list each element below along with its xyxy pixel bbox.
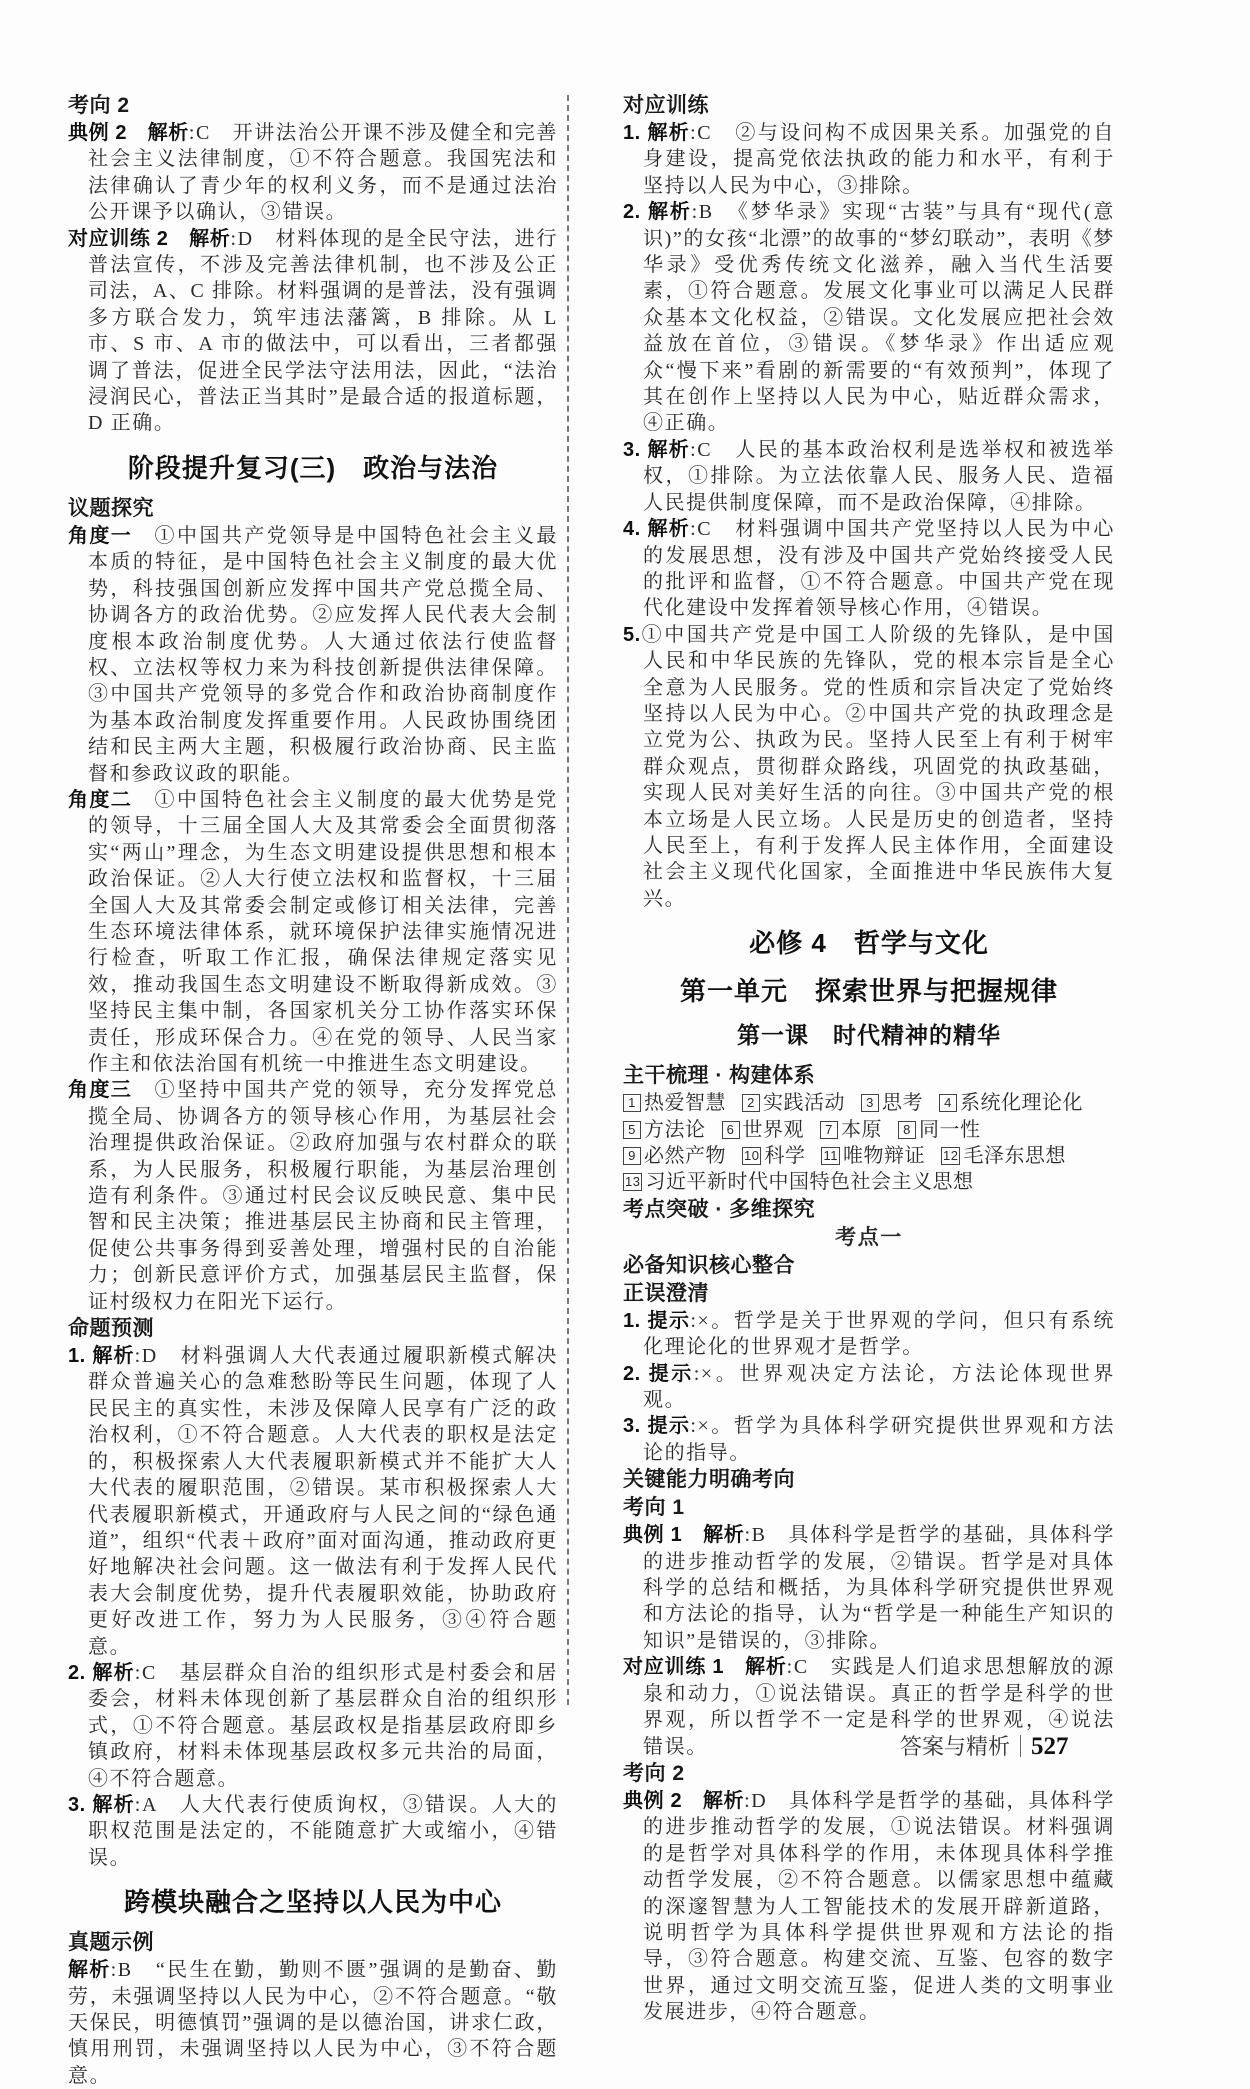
section-heading: 考向 1 [623,1496,685,1520]
outline-term [742,1090,845,1116]
section-heading: 关键能力明确考向 [623,1468,795,1492]
answer-label: 角度三 [68,1079,133,1102]
outline-term [623,1169,973,1195]
answer-text: ①中国特色社会主义制度的最大优势是党的领导，十三届全国人大及其常委会全面贯彻落实“两山”理念，为生态文明建设提供思想和根本政治保证。②人大行使立法权和监督权，十三届全国人大及其常委会制定或修订相关法律，完善生态环境法律体系，就环境保护法律实施情况进行检查，听取工作汇报，确保法律规定落实见效，推动我国生态文明建设不断取得新成效。③坚持民主集中制，各国家机关分工协作落实环保责任，形成环保合力。④在党的领导、人民当家作主和依法治国有机统一中推进生态文明建设。 [88,788,559,1075]
outline-term [623,1117,706,1143]
term-number-box: 3 [861,1094,879,1112]
section-title: 阶段提升复习(三) 政治与法治 [127,452,499,483]
answer-text: :A 人大代表行使质询权，③错误。人大的职权范围是法定的，不能随意扩大或缩小，④错误。 [88,1793,558,1869]
outline-term [820,1117,882,1143]
answer-label: 1. 解析 [68,1345,135,1368]
term-number-box: 9 [623,1147,641,1165]
lesson-title: 第一课 时代精神的精华 [737,1022,1001,1049]
term-text: 唯物辩证 [842,1145,925,1167]
term-number-box: 12 [942,1148,959,1163]
left-column [68,92,558,2089]
answer-text: :D 具体科学是哲学的基础，具体科学的进步推动哲学的发展，①说法错误。材料强调的是哲学对具体科学的作用，未体现具体科学推动哲学发展，②不符合题意。以儒家思想中蕴藏的深邃智慧为人工智能技术的发展开辟新道路，说明哲学为具体科学提供世界观和方法论的指导，③符合题意。构建交流、互鉴、包容的数字世界，通过文明交流互鉴，促进人类的文明事业发展进步，④符合题意。 [643,1789,1115,2024]
section-heading: 对应训练 [623,94,709,117]
term-text: 世界观 [742,1118,804,1141]
answer-item [623,622,1115,912]
answer-item [623,1788,1115,2026]
outline-term [623,1090,726,1116]
section-heading: 真题示例 [68,1931,154,1955]
outline-term [898,1117,981,1143]
outline-term [939,1090,1083,1116]
term-text: 毛泽东思想 [963,1145,1066,1167]
answer-item [68,226,558,437]
answer-item [68,120,558,226]
answer-text: :C 人民的基本政治权利是选举权和被选举权，①排除。为立法依靠人民、服务人民、造福人民提供制度保障，而不是政治保障，④排除。 [643,438,1115,514]
term-text: 方法论 [644,1118,706,1141]
page-number: 527 [1031,1733,1069,1760]
section-heading: 正误澄清 [623,1281,709,1305]
section-heading: 考向 2 [68,94,130,117]
section-title: 跨模块融合之坚持以人民为中心 [123,1887,502,1918]
outline-term [941,1143,1066,1169]
answer-label: 角度二 [68,788,133,811]
page-footer [900,1730,1069,1761]
term-number-box: 11 [823,1148,838,1163]
outline-term [722,1117,805,1143]
answer-label: 解析 [68,1959,111,1982]
answer-item [623,1522,1115,1654]
answer-item [68,1660,558,1792]
answer-text: :C 开讲法治公开课不涉及健全和完善社会主义法律制度，①不符合题意。我国宪法和法律确认了青少年的权利义务，而不是通过法治公开课予以确认，③错误。 [88,122,558,224]
outline-term [623,1143,726,1169]
answer-text: :C ②与设问构不成因果关系。加强党的自身建设，提高党依法执政的能力和水平，有利于坚持以人民为中心，③排除。 [643,122,1115,197]
column-divider [567,95,569,1705]
answer-item [623,199,1115,437]
answer-label: 3. 提示 [623,1415,691,1438]
answer-item [623,1308,1115,1361]
outline-term [821,1143,925,1169]
term-text: 思考 [882,1092,923,1115]
answer-text: ①中国共产党领导是中国特色社会主义最本质的特征，是中国特色社会主义制度的最大优势，科技强国创新应发挥中国共产党总揽全局、协调各方的政治优势。②应发挥人民代表大会制度根本政治制度优势。人大通过依法行使监督权、立法权等权力来为科技创新提供法律保障。③中国共产党领导的多党合作和政治协商制度作为基本政治制度发挥重要作用。人民政协围绕团结和民主两大主题，积极履行政治协商、民主监督和参政议政的职能。 [88,524,559,785]
footer-separator [1020,1735,1021,1757]
term-text: 习近平新时代中国特色社会主义思想 [645,1171,974,1194]
answer-label: 1. 提示 [623,1309,691,1332]
answer-text: :×。世界观决定方法论，方法论体现世界观。 [643,1362,1115,1412]
section-title: 必修 4 哲学与文化 [749,928,989,959]
answer-text: :B “民生在勤，勤则不匮”强调的是勤奋、勤劳，未强调坚持以人民为中心，②不符合题意。“敬天保民，明德慎罚”强调的是以德治国，讲求仁政，慎用刑罚，未强调坚持以人民为中心，③不符合题意。 [68,1959,558,2087]
term-number-box: 2 [742,1094,760,1112]
term-number-box: 7 [820,1121,838,1139]
answer-text: :×。哲学是关于世界观的学问，但只有系统化理论化的世界观才是哲学。 [643,1309,1115,1359]
answer-item [68,1077,558,1315]
term-text: 科学 [764,1145,806,1167]
answer-text: :B 具体科学是哲学的基础，具体科学的进步推动哲学的发展，②错误。哲学是对具体科学的总结和概括，为具体科学研究提供世界观和方法论的指导，认为“哲学是一种能生产知识的知识”是错误的，③排除。 [643,1524,1115,1652]
answer-label: 1. 解析 [623,122,691,144]
answer-label: 典例 2 解析 [623,1789,745,1812]
outline-term [742,1143,805,1169]
term-text: 实践活动 [763,1092,845,1115]
answer-item [68,1792,558,1871]
term-number-box: 1 [623,1094,641,1112]
term-number-box: 5 [623,1121,641,1139]
term-text: 必然产物 [644,1145,726,1167]
term-number-box: 4 [939,1094,957,1112]
answer-text: :D 材料强调人大代表通过履职新模式解决群众普遍关心的急难愁盼等民生问题，体现了人民民主的真实性，未涉及保障人民享有广泛的政治权利，①不符合题意。人大代表的职权是法定的，积极探索人大代表履职新模式并不能扩大人大代表的履职范围，②错误。某市积极探索人大代表履职新模式，开通政府与人民之间的“绿色通道”，组织“代表＋政府”面对面沟通，推动政府更好地解决社会问题。这一做法有利于发挥人民代表大会制度优势，提升代表履职效能，协助政府更好改进工作，努力为人民服务，③④符合题意。 [88,1345,558,1658]
answer-text: :C 材料强调中国共产党坚持以人民为中心的发展思想，没有涉及中国共产党始终接受人民的批评和监督，①不符合题意。中国共产党在现代化建设中发挥着领导核心作用，④错误。 [643,518,1115,620]
answer-item [68,523,558,787]
answer-item [623,437,1115,516]
answer-label: 2. 提示 [623,1362,694,1385]
section-heading: 议题探究 [68,496,154,520]
answer-item [623,516,1115,622]
term-text: 同一性 [919,1118,981,1141]
section-heading: 考点突破 · 多维探究 [623,1197,816,1221]
answer-item [623,120,1115,199]
term-number-box: 10 [744,1148,760,1163]
answer-label: 对应训练 2 解析 [68,227,231,250]
term-number-box: 6 [722,1121,740,1139]
answer-label: 2. 解析 [623,201,692,224]
answer-text: :C 基层群众自治的组织形式是村委会和居委会，材料未体现创新了基层群众自治的组织形式，①不符合题意。基层政权是指基层政府即乡镇政府，材料未体现基层政权多元共治的局面，④不符合题意。 [88,1661,558,1790]
answer-item [68,787,558,1077]
section-heading: 必备知识核心整合 [623,1253,795,1277]
footer-label: 答案与精析 [900,1734,1011,1759]
answer-text: :D 材料体现的是全民守法，进行普法宣传，不涉及完善法律机制，也不涉及公正司法，A、C 排除。材料强调的是普法，没有强调多方联合发力，筑牢违法藩篱，B 排除。从 L 市、S 市、A 市的做法中，可以看出，三者都强调了普法，促进全民学法守法用法，因此，“法治浸润民心，普法正当其时”是最合适的报道标题，D 正确。 [88,227,558,435]
answer-label: 2. 解析 [68,1661,135,1684]
answer-item [68,1343,558,1660]
outline-term-list [623,1090,1115,1196]
answer-text: :×。哲学为具体科学研究提供世界观和方法论的指导。 [643,1415,1115,1464]
answer-label: 典例 2 解析 [68,122,189,144]
term-text: 本原 [841,1118,882,1141]
term-number-box: 13 [625,1174,641,1190]
section-heading: 命题预测 [68,1317,154,1341]
answer-label: 典例 1 解析 [623,1524,745,1547]
answer-item [68,1957,558,2089]
answer-text: ①坚持中国共产党的领导，充分发挥党总揽全局、协调各方的领导核心作用，为基层社会治理提供政治保证。②政府加强与农村群众的联系，为人民服务，积极履行职能，为基层治理创造有利条件。③通过村民会议反映民意、集中民智和民主决策；推进基层民主协商和民主管理，促使公共事务得到妥善处理，增强村民的自治能力；创新民意评价方式，加强基层民主监督，保证村级权力在阳光下运行。 [88,1079,559,1313]
answer-text: ①中国共产党是中国工人阶级的先锋队，是中国人民和中华民族的先锋队，党的根本宗旨是全心全意为人民服务。党的性质和宗旨决定了党始终坚持以人民为中心。②中国共产党的执政理念是立党为公、执政为民。坚持人民至上有利于树牢群众观点，贯彻群众路线，巩固党的执政基础，实现人民对美好生活的向往。③中国共产党的根本立场是人民立场。人民是历史的创造者，坚持人民至上，有利于发挥人民主体作用，全面建设社会主义现代化国家，全面推进中华民族伟大复兴。 [640,623,1115,910]
section-title: 第一单元 探索世界与把握规律 [679,976,1058,1007]
outline-term [861,1090,923,1116]
answer-label: 对应训练 1 解析 [623,1656,787,1679]
answer-label: 5. [623,623,641,646]
section-heading: 考向 2 [623,1761,685,1785]
answer-label: 3. 解析 [68,1793,135,1816]
answer-label: 3. 解析 [623,438,691,461]
section-heading: 主干梳理 · 构建体系 [623,1064,816,1088]
answer-text: :C 实践是人们追求思想解放的源泉和动力，①说法错误。真正的哲学是科学的世界观，所以哲学不一定是科学的世界观，④说法错误。 [643,1656,1115,1758]
term-text: 热爱智慧 [644,1092,726,1115]
answer-item [623,1413,1115,1466]
term-text: 系统化理论化 [960,1092,1083,1115]
answer-item [623,1361,1115,1414]
answer-text: :B 《梦华录》实现“古装”与具有“现代(意识)”的女孩“北漂”的故事的“梦幻联动”，表明《梦华录》受优秀传统文化滋养，融入当代生活要素，①符合题意。发展文化事业可以满足人民群众基本文化权益，②错误。文化发展应把社会效益放在首位，③错误。《梦华录》作出适应观众“慢下来”看剧的新需要的“有效预判”，体现了其在创作上坚持以人民为中心，贴近群众需求，④正确。 [643,201,1115,435]
answer-label: 角度一 [68,524,133,547]
topic-heading: 考点一 [835,1225,903,1249]
answer-label: 4. 解析 [623,518,691,541]
term-number-box: 8 [898,1121,916,1139]
